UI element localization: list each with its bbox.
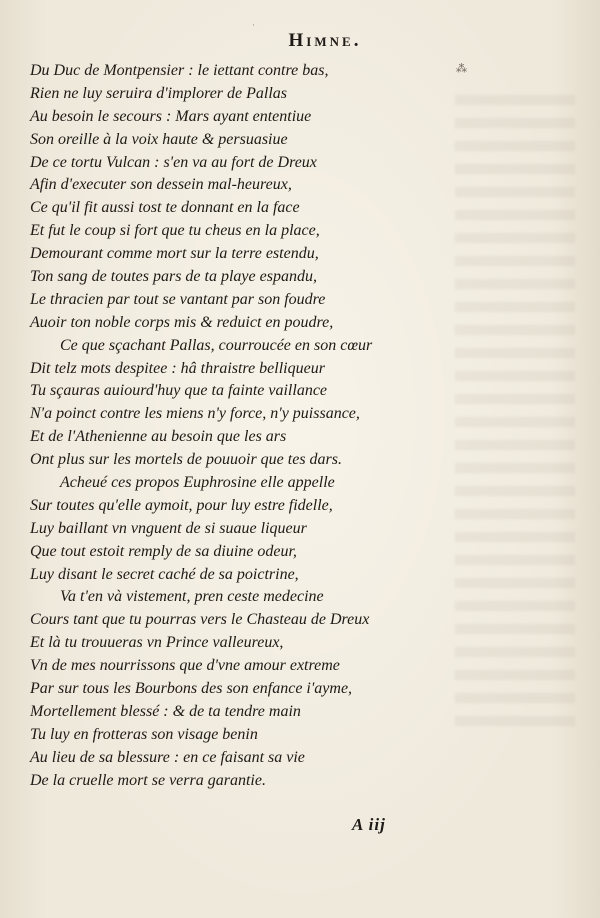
verse-line: N'a poinct contre les miens n'y force, n'y puissance, (30, 405, 360, 423)
verse-line: Par sur tous les Bourbons des son enfance i'ayme, (30, 680, 353, 698)
verse-line: Acheué ces propos Euphrosine elle appelle (60, 474, 335, 492)
verse-line: Dit telz mots despitee : hâ thraistre belliqueur (30, 359, 325, 377)
verse-block (30, 60, 430, 793)
verse-line: De ce tortu Vulcan : s'en va au fort de Dreux (30, 153, 317, 171)
verse-line: Du Duc de Montpensier : le iettant contre bas, (30, 62, 329, 79)
verse-line: Ce que sçachant Pallas, courroucée en son cœur (60, 336, 373, 354)
ink-show-through (455, 95, 575, 735)
verse-line: Au besoin le secours : Mars ayant ententiue (30, 107, 312, 125)
margin-mark: ⁂ (456, 63, 467, 75)
verse-line: Tu luy en frotteras son visage benin (30, 725, 258, 743)
verse-line: Le thracien par tout se vantant par son foudre (30, 290, 326, 308)
verse-line: Afin d'executer son dessein mal-heureux, (30, 176, 292, 194)
verse-line: Vn de mes nourrissons que d'vne amour extreme (30, 657, 340, 675)
verse-line: Ce qu'il fit aussi tost te donnant en la face (30, 199, 300, 217)
verse-line: Auoir ton noble corps mis & reduict en poudre, (30, 313, 334, 331)
verse-line: Mortellement blessé : & de ta tendre main (30, 702, 301, 720)
running-head-text: Himne. (288, 30, 362, 51)
verse-line: Luy disant le secret caché de sa poictrine, (30, 565, 299, 583)
verse-line: Luy baillant vn vnguent de si suaue liqueur (30, 519, 307, 537)
verse-line: Et fut le coup si fort que tu cheus en la place, (30, 222, 320, 240)
verse-line: De la cruelle mort se verra garantie. (30, 771, 266, 789)
verse-line: Et de l'Athenienne au besoin que les ars (30, 428, 287, 446)
verse-line: Son oreille à la voix haute & persuasiue (30, 130, 288, 148)
verse-line: Sur toutes qu'elle aymoit, pour luy estre fidelle, (30, 496, 333, 514)
verse-line: Et là tu trouueras vn Prince valleureux, (30, 634, 284, 652)
verse-line: Au lieu de sa blessure : en ce faisant sa vie (30, 748, 305, 766)
verse-line: Ont plus sur les mortels de pouuoir que tes dars. (30, 451, 342, 469)
verse-line: Demourant comme mort sur la terre estendu, (30, 245, 319, 263)
signature-mark: A iij (352, 815, 386, 834)
running-head (0, 30, 500, 52)
top-margin-mark: · (252, 20, 255, 30)
verse-line: Va t'en và vistement, pren ceste medecine (60, 588, 324, 606)
verse-line: Que tout estoit remply de sa diuine odeur, (30, 542, 297, 560)
verse-line: Rien ne luy seruira d'implorer de Pallas (30, 84, 288, 102)
verse-line: Ton sang de toutes pars de ta playe espandu, (30, 268, 317, 286)
verse-line: Cours tant que tu pourras vers le Chasteau de Dreux (30, 611, 370, 629)
verse-line: Tu sçauras auiourd'huy que ta fainte vaillance (30, 382, 328, 400)
